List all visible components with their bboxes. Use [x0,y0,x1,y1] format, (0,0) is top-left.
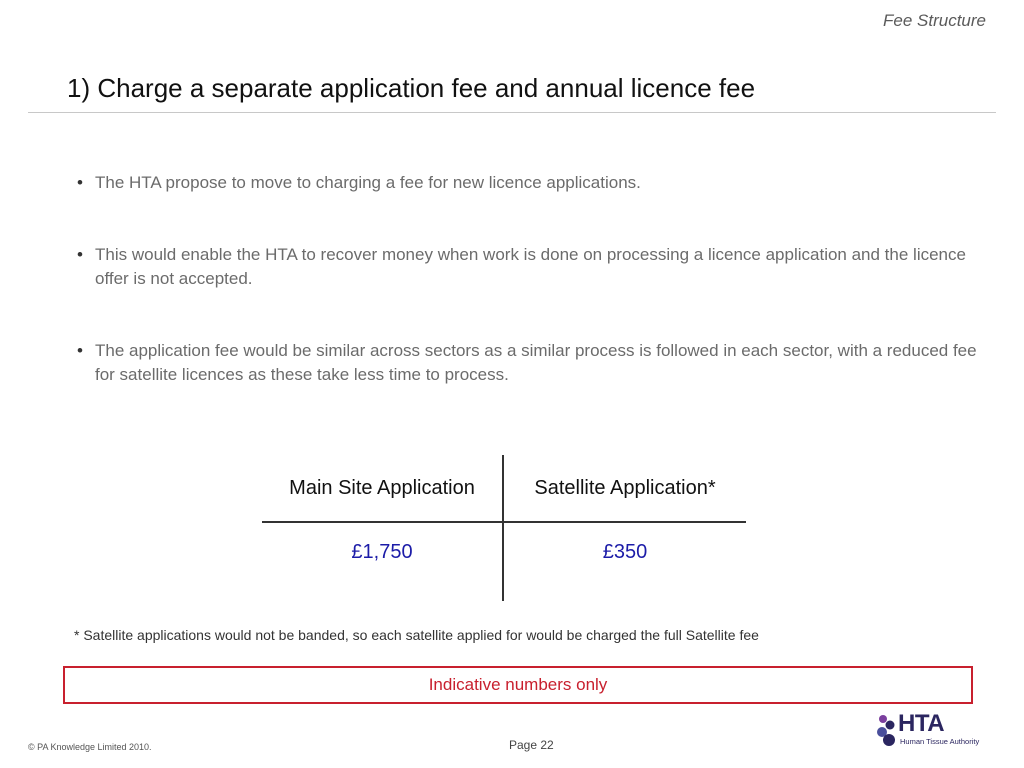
logo-text: HTA [898,710,945,737]
bullet-dot-icon: • [77,341,83,360]
bullet-list [77,171,982,387]
bullet-text: The HTA propose to move to charging a fee for new licence applications. [95,173,641,192]
hta-logo-icon [876,712,898,748]
table-header-row [262,455,746,522]
indicative-notice-box [63,666,973,704]
bullet-text: The application fee would be similar across sectors as a similar process is followed in each sector, with a reduced fee for satellite licences as these take less time to process. [95,341,977,384]
bullet-item [77,171,982,195]
slide-title: 1) Charge a separate application fee and annual licence fee [67,73,756,103]
main-site-header: Main Site Application [262,455,503,522]
title-divider [28,112,996,113]
indicative-notice-text: Indicative numbers only [428,675,608,694]
bullet-item [77,243,982,291]
bullet-dot-icon: • [77,173,83,192]
satellite-header: Satellite Application* [503,455,746,522]
copyright: © PA Knowledge Limited 2010. [28,742,152,752]
hta-logo [876,710,986,750]
table-row [262,522,746,601]
fee-table [262,455,746,601]
main-site-fee: £1,750 [262,522,503,601]
section-label: Fee Structure [883,11,986,30]
bullet-text: This would enable the HTA to recover money when work is done on processing a licence application and the licence offer is not accepted. [95,245,966,288]
bullet-dot-icon: • [77,245,83,264]
bullet-item [77,339,982,387]
satellite-fee: £350 [602,540,648,563]
page-number: Page 22 [509,738,554,752]
logo-subtext: Human Tissue Authority [900,737,980,746]
footnote: * Satellite applications would not be banded, so each satellite applied for would be charged the full Satellite fee [74,627,759,643]
